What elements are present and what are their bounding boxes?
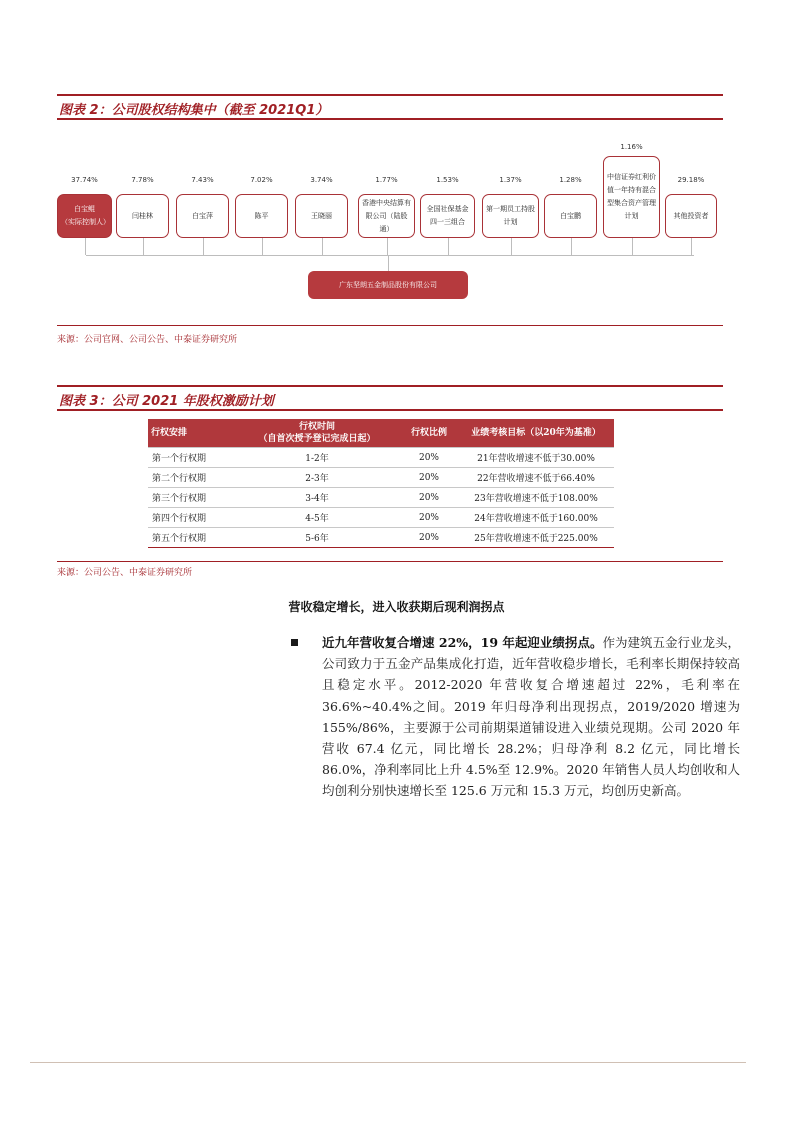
holder-pct: 7.43% xyxy=(191,176,214,184)
company-box: 广东坚朗五金制品股份有限公司 xyxy=(308,271,468,299)
figure2-title-bar xyxy=(57,96,723,120)
holder-connector xyxy=(691,238,692,255)
holder-connector xyxy=(262,238,263,255)
table-cell: 20% xyxy=(400,488,458,508)
figure3-title: 图表 3：公司 2021 年股权激励计划 xyxy=(59,394,274,409)
holder-box xyxy=(544,194,597,238)
holder-pct: 37.74% xyxy=(71,176,98,184)
header-time xyxy=(234,419,400,448)
holder-box xyxy=(665,194,717,238)
table-header-row xyxy=(148,419,614,448)
table-cell: 第四个行权期 xyxy=(148,508,234,528)
section-paragraph xyxy=(322,632,740,802)
table-cell: 第三个行权期 xyxy=(148,488,234,508)
section-heading: 营收稳定增长，进入收获期后现利润拐点 xyxy=(288,600,505,614)
holder-box xyxy=(603,156,660,238)
holder-box xyxy=(482,194,539,238)
figure3-bottom-rule xyxy=(57,561,723,562)
holder-name: 中信证券红利价值一年持有混合型集合资产管理计划 xyxy=(607,173,656,220)
connector-to-company xyxy=(388,255,389,271)
holder-connector xyxy=(448,238,449,255)
table-row xyxy=(148,468,614,488)
table-cell: 22年营收增速不低于66.40% xyxy=(458,468,614,488)
holder-box xyxy=(176,194,229,238)
table-row xyxy=(148,508,614,528)
table-cell: 24年营收增速不低于160.00% xyxy=(458,508,614,528)
holder-name: 闫桂林 xyxy=(132,211,153,220)
table-cell: 20% xyxy=(400,448,458,468)
connector-bus xyxy=(86,255,694,256)
table-row xyxy=(148,488,614,508)
table-cell: 21年营收增速不低于30.00% xyxy=(458,448,614,468)
holder-connector xyxy=(322,238,323,255)
paragraph-lead: 近九年营收复合增速 22%，19 年起迎业绩拐点。 xyxy=(322,635,603,650)
table-cell: 23年营收增速不低于108.00% xyxy=(458,488,614,508)
table-row xyxy=(148,448,614,468)
holder-name: 第一期员工持股计划 xyxy=(486,205,535,226)
holder-name: 白宝鹏 xyxy=(560,211,581,220)
table-cell: 第二个行权期 xyxy=(148,468,234,488)
holder-box xyxy=(295,194,348,238)
holder-name: 香港中央结算有限公司（陆股通） xyxy=(362,198,411,233)
table-cell: 1-2年 xyxy=(234,448,400,468)
holder-box xyxy=(235,194,288,238)
holder-connector xyxy=(203,238,204,255)
table-cell: 25年营收增速不低于225.00% xyxy=(458,528,614,548)
holder-name: 王晓丽 xyxy=(311,211,332,220)
holder-pct: 1.28% xyxy=(559,176,582,184)
table-cell: 3-4年 xyxy=(234,488,400,508)
holder-box xyxy=(116,194,169,238)
footer-rule xyxy=(30,1062,746,1063)
holder-connector xyxy=(143,238,144,255)
table-cell: 4-5年 xyxy=(234,508,400,528)
holder-pct: 3.74% xyxy=(310,176,333,184)
figure2-source: 来源：公司官网、公司公告、中泰证券研究所 xyxy=(57,335,238,345)
table-cell: 5-6年 xyxy=(234,528,400,548)
holder-pct: 29.18% xyxy=(677,176,705,184)
holder-name: 白宝萍 xyxy=(192,211,213,220)
table-row xyxy=(148,528,614,548)
holder-pct: 1.37% xyxy=(499,176,522,184)
header-ratio: 行权比例 xyxy=(400,419,458,448)
figure3-title-bar xyxy=(57,387,723,411)
holder-pct: 7.02% xyxy=(250,176,273,184)
holder-connector xyxy=(85,238,86,255)
holder-pct: 1.77% xyxy=(375,176,398,184)
holder-name: 全国社保基金四一三组合 xyxy=(426,205,469,226)
holder-connector xyxy=(571,238,572,255)
holder-name: 白宝鲲 xyxy=(74,205,95,213)
figure3-source: 来源：公司公告、中泰证券研究所 xyxy=(57,568,193,578)
bullet-square-icon xyxy=(291,639,298,646)
table-cell: 20% xyxy=(400,468,458,488)
figure2-bottom-rule xyxy=(57,325,723,326)
holder-connector xyxy=(632,238,633,255)
holder-subtitle: （实际控制人） xyxy=(61,218,110,226)
header-target: 业绩考核目标（以20年为基准） xyxy=(458,419,614,448)
holder-connector xyxy=(387,238,388,255)
holder-name: 其他投资者 xyxy=(673,211,709,220)
holder-name: 陈平 xyxy=(254,211,269,220)
table-cell: 2-3年 xyxy=(234,468,400,488)
figure2-title: 图表 2：公司股权结构集中（截至 2021Q1） xyxy=(59,103,329,118)
holder-pct: 1.53% xyxy=(436,176,459,184)
holder-box xyxy=(420,194,475,238)
incentive-table xyxy=(148,419,614,548)
holder-connector xyxy=(511,238,512,255)
header-arrangement: 行权安排 xyxy=(148,419,234,448)
table-cell: 第五个行权期 xyxy=(148,528,234,548)
table-cell: 20% xyxy=(400,508,458,528)
table-cell: 20% xyxy=(400,528,458,548)
header-time-note: （自首次授予登记完成日起） xyxy=(258,434,376,444)
holder-pct: 7.78% xyxy=(131,176,154,184)
header-time-label: 行权时间 xyxy=(298,422,335,432)
holder-pct: 1.16% xyxy=(620,143,643,151)
paragraph-body: 作为建筑五金行业龙头，公司致力于五金产品集成化打造，近年营收稳步增长，毛利率长期保持较高且稳定水平。2012-2020 年营收复合增速超过 22%，毛利率在 36.6%~40.4%之间。2019 年归母净利出现拐点，2019/2020 增速为 155%/86%，主要源于公司前期渠道铺设进入业绩兑现期。公司 2020 年营收 67.4 亿元，同比增长 28.2%；归母净利 8.2 亿元，同比增长 86.0%，净利率同比上升 4.5%至 12.9%。2020 年销售人员人均创收和人均创利分别快速增长至 125.6 万元和 15.3 万元，均创历史新高。 xyxy=(322,635,740,799)
table-cell: 第一个行权期 xyxy=(148,448,234,468)
holder-box xyxy=(358,194,415,238)
holder-box xyxy=(57,194,112,238)
